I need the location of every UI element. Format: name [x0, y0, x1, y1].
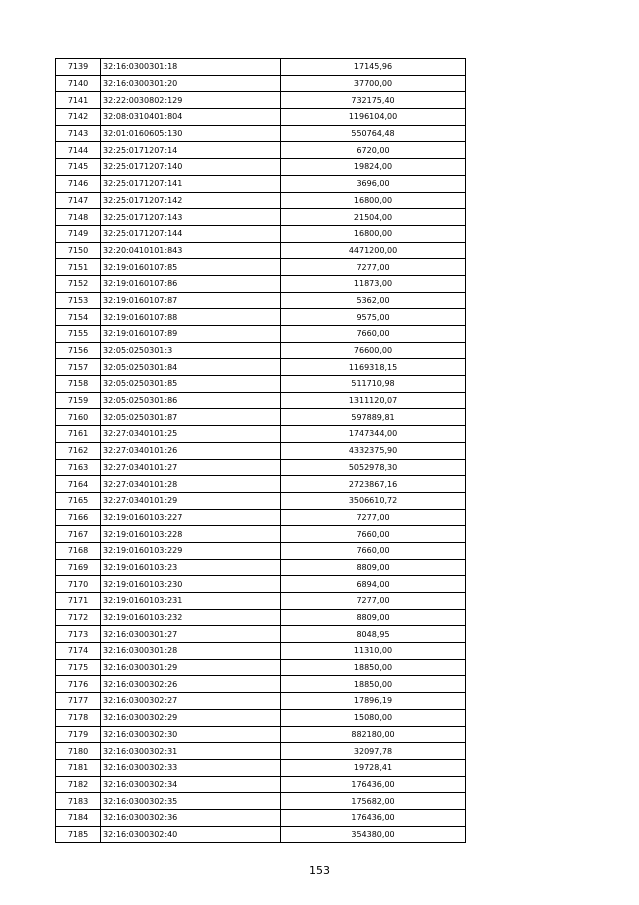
row-number-cell: 7150: [56, 242, 101, 259]
cadastral-number-cell: 32:16:0300302:29: [101, 709, 281, 726]
table-row: [56, 142, 466, 159]
row-number-cell: 7151: [56, 259, 101, 276]
cadastral-number-cell: 32:27:0340101:26: [101, 442, 281, 459]
row-number-cell: 7176: [56, 676, 101, 693]
value-cell: 7660,00: [281, 542, 466, 559]
row-number-cell: 7167: [56, 526, 101, 543]
table-row: [56, 392, 466, 409]
cadastral-number-cell: 32:16:0300302:35: [101, 793, 281, 810]
value-cell: 7277,00: [281, 509, 466, 526]
row-number-cell: 7154: [56, 309, 101, 326]
cadastral-number-cell: 32:19:0160107:87: [101, 292, 281, 309]
cadastral-number-cell: 32:16:0300302:36: [101, 809, 281, 826]
row-number-cell: 7180: [56, 743, 101, 760]
data-table: [55, 58, 466, 843]
value-cell: 19824,00: [281, 159, 466, 176]
table-row: [56, 459, 466, 476]
table-row: [56, 409, 466, 426]
row-number-cell: 7142: [56, 109, 101, 126]
value-cell: 8809,00: [281, 609, 466, 626]
cadastral-number-cell: 32:19:0160103:23: [101, 559, 281, 576]
cadastral-number-cell: 32:27:0340101:29: [101, 492, 281, 509]
table-row: [56, 259, 466, 276]
row-number-cell: 7140: [56, 75, 101, 92]
table-row: [56, 309, 466, 326]
cadastral-number-cell: 32:19:0160103:227: [101, 509, 281, 526]
cadastral-number-cell: 32:25:0171207:140: [101, 159, 281, 176]
row-number-cell: 7147: [56, 192, 101, 209]
value-cell: 15080,00: [281, 709, 466, 726]
value-cell: 5052978,30: [281, 459, 466, 476]
value-cell: 176436,00: [281, 809, 466, 826]
value-cell: 17896,19: [281, 693, 466, 710]
cadastral-number-cell: 32:16:0300302:34: [101, 776, 281, 793]
row-number-cell: 7144: [56, 142, 101, 159]
row-number-cell: 7164: [56, 476, 101, 493]
cadastral-number-cell: 32:19:0160103:229: [101, 542, 281, 559]
row-number-cell: 7178: [56, 709, 101, 726]
table-row: [56, 826, 466, 843]
value-cell: 1196104,00: [281, 109, 466, 126]
table-body: [56, 59, 466, 843]
row-number-cell: 7174: [56, 643, 101, 660]
table-row: [56, 559, 466, 576]
cadastral-number-cell: 32:25:0171207:14: [101, 142, 281, 159]
value-cell: 16800,00: [281, 225, 466, 242]
page-number: 153: [309, 864, 330, 877]
cadastral-number-cell: 32:19:0160107:86: [101, 275, 281, 292]
table-row: [56, 676, 466, 693]
cadastral-number-cell: 32:22:0030802:129: [101, 92, 281, 109]
value-cell: 597889,81: [281, 409, 466, 426]
value-cell: 11310,00: [281, 643, 466, 660]
table-row: [56, 476, 466, 493]
row-number-cell: 7163: [56, 459, 101, 476]
table-row: [56, 125, 466, 142]
table-row: [56, 292, 466, 309]
table-row: [56, 109, 466, 126]
value-cell: 16800,00: [281, 192, 466, 209]
value-cell: 1169318,15: [281, 359, 466, 376]
row-number-cell: 7159: [56, 392, 101, 409]
table-row: [56, 342, 466, 359]
table-row: [56, 359, 466, 376]
value-cell: 354380,00: [281, 826, 466, 843]
table-row: [56, 526, 466, 543]
table-row: [56, 442, 466, 459]
row-number-cell: 7169: [56, 559, 101, 576]
value-cell: 7660,00: [281, 326, 466, 343]
value-cell: 37700,00: [281, 75, 466, 92]
cadastral-number-cell: 32:16:0300302:30: [101, 726, 281, 743]
cadastral-number-cell: 32:16:0300302:31: [101, 743, 281, 760]
row-number-cell: 7170: [56, 576, 101, 593]
table-row: [56, 175, 466, 192]
table-row: [56, 225, 466, 242]
value-cell: 5362,00: [281, 292, 466, 309]
table-row: [56, 326, 466, 343]
row-number-cell: 7158: [56, 376, 101, 393]
cadastral-number-cell: 32:27:0340101:27: [101, 459, 281, 476]
table-row: [56, 92, 466, 109]
cadastral-number-cell: 32:25:0171207:142: [101, 192, 281, 209]
cadastral-number-cell: 32:16:0300302:27: [101, 693, 281, 710]
table-row: [56, 159, 466, 176]
value-cell: 8809,00: [281, 559, 466, 576]
row-number-cell: 7153: [56, 292, 101, 309]
value-cell: 21504,00: [281, 209, 466, 226]
row-number-cell: 7149: [56, 225, 101, 242]
row-number-cell: 7166: [56, 509, 101, 526]
cadastral-number-cell: 32:16:0300302:40: [101, 826, 281, 843]
value-cell: 18850,00: [281, 659, 466, 676]
table-row: [56, 693, 466, 710]
table-row: [56, 242, 466, 259]
table-row: [56, 376, 466, 393]
cadastral-number-cell: 32:08:0310401:804: [101, 109, 281, 126]
table-row: [56, 759, 466, 776]
cadastral-number-cell: 32:16:0300302:33: [101, 759, 281, 776]
cadastral-number-cell: 32:05:0250301:86: [101, 392, 281, 409]
row-number-cell: 7143: [56, 125, 101, 142]
value-cell: 6720,00: [281, 142, 466, 159]
table-row: [56, 509, 466, 526]
value-cell: 176436,00: [281, 776, 466, 793]
cadastral-number-cell: 32:16:0300301:29: [101, 659, 281, 676]
row-number-cell: 7184: [56, 809, 101, 826]
row-number-cell: 7181: [56, 759, 101, 776]
cadastral-number-cell: 32:25:0171207:144: [101, 225, 281, 242]
row-number-cell: 7165: [56, 492, 101, 509]
row-number-cell: 7177: [56, 693, 101, 710]
table-row: [56, 492, 466, 509]
table-row: [56, 59, 466, 76]
cadastral-number-cell: 32:19:0160107:89: [101, 326, 281, 343]
table-row: [56, 542, 466, 559]
cadastral-number-cell: 32:19:0160107:85: [101, 259, 281, 276]
row-number-cell: 7161: [56, 426, 101, 443]
cadastral-number-cell: 32:05:0250301:85: [101, 376, 281, 393]
table-row: [56, 776, 466, 793]
table-row: [56, 275, 466, 292]
row-number-cell: 7183: [56, 793, 101, 810]
table-row: [56, 593, 466, 610]
value-cell: 550764,48: [281, 125, 466, 142]
value-cell: 7277,00: [281, 259, 466, 276]
cadastral-number-cell: 32:27:0340101:25: [101, 426, 281, 443]
table-row: [56, 726, 466, 743]
table-row: [56, 609, 466, 626]
row-number-cell: 7152: [56, 275, 101, 292]
value-cell: 8048,95: [281, 626, 466, 643]
cadastral-number-cell: 32:19:0160103:231: [101, 593, 281, 610]
row-number-cell: 7156: [56, 342, 101, 359]
row-number-cell: 7141: [56, 92, 101, 109]
value-cell: 4332375,90: [281, 442, 466, 459]
table-row: [56, 209, 466, 226]
table-row: [56, 709, 466, 726]
value-cell: 175682,00: [281, 793, 466, 810]
table-row: [56, 643, 466, 660]
table-row: [56, 576, 466, 593]
value-cell: 1311120,07: [281, 392, 466, 409]
cadastral-number-cell: 32:16:0300301:18: [101, 59, 281, 76]
table-row: [56, 192, 466, 209]
table-row: [56, 793, 466, 810]
value-cell: 6894,00: [281, 576, 466, 593]
value-cell: 3506610,72: [281, 492, 466, 509]
value-cell: 11873,00: [281, 275, 466, 292]
row-number-cell: 7172: [56, 609, 101, 626]
value-cell: 17145,96: [281, 59, 466, 76]
row-number-cell: 7179: [56, 726, 101, 743]
cadastral-number-cell: 32:16:0300301:20: [101, 75, 281, 92]
cadastral-number-cell: 32:05:0250301:87: [101, 409, 281, 426]
cadastral-number-cell: 32:25:0171207:141: [101, 175, 281, 192]
row-number-cell: 7139: [56, 59, 101, 76]
row-number-cell: 7145: [56, 159, 101, 176]
row-number-cell: 7185: [56, 826, 101, 843]
table-row: [56, 659, 466, 676]
value-cell: 732175,40: [281, 92, 466, 109]
cadastral-number-cell: 32:27:0340101:28: [101, 476, 281, 493]
row-number-cell: 7160: [56, 409, 101, 426]
row-number-cell: 7175: [56, 659, 101, 676]
table-row: [56, 626, 466, 643]
row-number-cell: 7146: [56, 175, 101, 192]
value-cell: 19728,41: [281, 759, 466, 776]
value-cell: 2723867,16: [281, 476, 466, 493]
table-row: [56, 426, 466, 443]
value-cell: 9575,00: [281, 309, 466, 326]
cadastral-number-cell: 32:05:0250301:84: [101, 359, 281, 376]
cadastral-number-cell: 32:01:0160605:130: [101, 125, 281, 142]
table-row: [56, 75, 466, 92]
cadastral-number-cell: 32:19:0160103:228: [101, 526, 281, 543]
value-cell: 7277,00: [281, 593, 466, 610]
value-cell: 882180,00: [281, 726, 466, 743]
cadastral-number-cell: 32:16:0300301:28: [101, 643, 281, 660]
row-number-cell: 7157: [56, 359, 101, 376]
row-number-cell: 7162: [56, 442, 101, 459]
table-row: [56, 809, 466, 826]
cadastral-number-cell: 32:19:0160103:230: [101, 576, 281, 593]
value-cell: 3696,00: [281, 175, 466, 192]
cadastral-number-cell: 32:16:0300302:26: [101, 676, 281, 693]
value-cell: 76600,00: [281, 342, 466, 359]
row-number-cell: 7182: [56, 776, 101, 793]
cadastral-number-cell: 32:20:0410101:843: [101, 242, 281, 259]
value-cell: 18850,00: [281, 676, 466, 693]
value-cell: 7660,00: [281, 526, 466, 543]
cadastral-number-cell: 32:19:0160103:232: [101, 609, 281, 626]
row-number-cell: 7148: [56, 209, 101, 226]
cadastral-number-cell: 32:25:0171207:143: [101, 209, 281, 226]
row-number-cell: 7171: [56, 593, 101, 610]
cadastral-number-cell: 32:05:0250301:3: [101, 342, 281, 359]
cadastral-number-cell: 32:16:0300301:27: [101, 626, 281, 643]
value-cell: 1747344,00: [281, 426, 466, 443]
cadastral-number-cell: 32:19:0160107:88: [101, 309, 281, 326]
table-row: [56, 743, 466, 760]
value-cell: 4471200,00: [281, 242, 466, 259]
value-cell: 511710,98: [281, 376, 466, 393]
row-number-cell: 7173: [56, 626, 101, 643]
row-number-cell: 7155: [56, 326, 101, 343]
value-cell: 32097,78: [281, 743, 466, 760]
row-number-cell: 7168: [56, 542, 101, 559]
